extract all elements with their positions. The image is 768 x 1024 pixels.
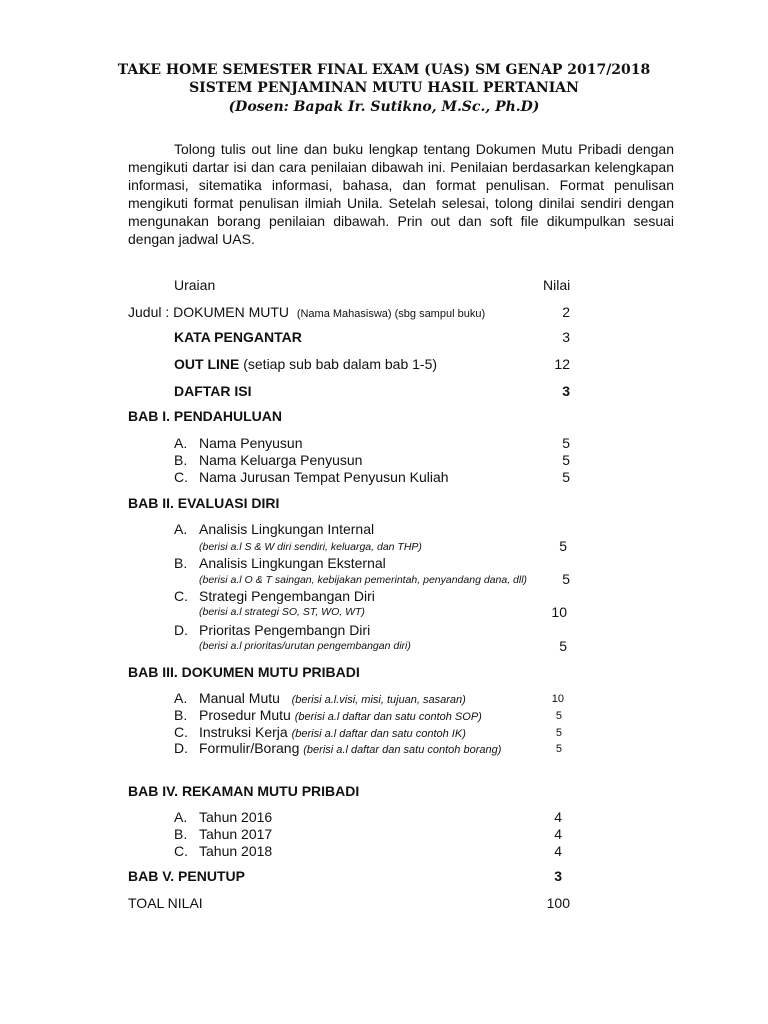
bab4-item-b xyxy=(174,826,272,843)
bab1-item-a-value: 5 xyxy=(562,435,570,451)
bab1-item-a-label: Nama Penyusun xyxy=(199,435,303,451)
outline-row xyxy=(174,356,437,373)
bab2-item-c-value: 10 xyxy=(551,604,567,620)
bab2-item-b-label: Analisis Lingkungan Eksternal xyxy=(199,555,386,571)
bab3-item-d-label: Formulir/Borang xyxy=(199,740,300,756)
bab2-item-b-note: (berisi a.l O & T saingan, kebijakan pemerintah, penyandang dana, dll) xyxy=(199,574,528,586)
bab2-item-b-value: 5 xyxy=(562,571,570,587)
bab1-item-b xyxy=(174,452,362,469)
instructions-paragraph: Tolong tulis out line dan buku lengkap tentang Dokumen Mutu Pribadi dengan mengikuti dartar isi dan cara penilaian dibawah ini. Penilaian berdasarkan kelengkapan informasi, sitematika informasi, bahasa, dan format penulisan. Format penulisan mengikuti format penulisan ilmiah Unila. Setelah selesai, tolong dinilai sendiri dengan mengunakan borang penilaian dibawah. Prin out dan soft file dikumpulkan sesuai dengan jadwal UAS. xyxy=(128,141,674,247)
bab1-title: BAB I. PENDAHULUAN xyxy=(128,408,282,424)
column-header-uraian: Uraian xyxy=(174,277,216,293)
bab1-item-b-value: 5 xyxy=(562,452,570,468)
judul-value: 2 xyxy=(562,304,570,320)
bab1-item-a-letter: A. xyxy=(174,435,188,451)
bab4-item-a-label: Tahun 2016 xyxy=(199,809,273,825)
bab3-item-b-note: (berisi a.l daftar dan satu contoh SOP) xyxy=(294,711,482,723)
bab4-item-b-letter: B. xyxy=(174,826,188,842)
bab3-item-d-note: (berisi a.l daftar dan satu contoh borang) xyxy=(303,744,502,756)
bab3-item-d-letter: D. xyxy=(174,740,188,756)
bab2-item-b-letter: B. xyxy=(174,555,188,571)
bab2-item-a-letter: A. xyxy=(174,521,188,537)
outline-label: OUT LINE xyxy=(174,356,240,372)
bab3-item-b-letter: B. xyxy=(174,707,188,723)
bab1-item-b-label: Nama Keluarga Penyusun xyxy=(199,452,363,468)
bab2-item-d-note: (berisi a.l prioritas/urutan pengembangan diri) xyxy=(199,640,411,652)
bab3-item-b-value: 5 xyxy=(555,710,562,722)
bab2-item-d-letter: D. xyxy=(174,622,188,638)
total-label: TOAL NILAI xyxy=(128,895,203,911)
bab2-item-a-label: Analisis Lingkungan Internal xyxy=(199,521,375,537)
kata-pengantar-value: 3 xyxy=(562,329,570,345)
exam-title: TAKE HOME SEMESTER FINAL EXAM (UAS) SM GENAP 2017/2018 xyxy=(117,62,651,78)
bab5-title: BAB V. PENUTUP xyxy=(128,868,245,884)
bab2-item-d-value: 5 xyxy=(559,638,567,654)
bab1-item-c-letter: C. xyxy=(174,469,188,485)
bab4-item-a-value: 4 xyxy=(554,809,562,825)
bab4-item-c-value: 4 xyxy=(554,843,562,859)
bab2-item-c xyxy=(174,588,375,605)
bab3-item-d xyxy=(174,740,501,759)
column-header-nilai: Nilai xyxy=(543,277,571,293)
bab2-item-c-letter: C. xyxy=(174,588,188,604)
bab3-item-a-label: Manual Mutu xyxy=(199,690,280,706)
bab2-item-a-note: (berisi a.l S & W diri sendiri, keluarga, dan THP) xyxy=(199,541,422,553)
bab3-item-a-letter: A. xyxy=(174,690,188,706)
total-value: 100 xyxy=(546,895,570,911)
bab2-item-d-label: Prioritas Pengembangn Diri xyxy=(199,622,371,638)
bab2-item-d xyxy=(174,622,370,639)
course-title: SISTEM PENJAMINAN MUTU HASIL PERTANIAN xyxy=(189,80,579,96)
bab3-item-a-note: (berisi a.l.visi, misi, tujuan, sasaran) xyxy=(291,694,466,706)
kata-pengantar-label: KATA PENGANTAR xyxy=(174,329,302,345)
bab3-item-a-value: 10 xyxy=(551,693,564,705)
bab4-item-a xyxy=(174,809,272,826)
lecturer-line: (Dosen: Bapak Ir. Sutikno, M.Sc., Ph.D) xyxy=(228,99,540,115)
judul-prefix: Judul : xyxy=(128,304,174,320)
bab4-item-b-value: 4 xyxy=(554,826,562,842)
bab3-item-c-value: 5 xyxy=(555,727,562,739)
bab2-item-c-label: Strategi Pengembangan Diri xyxy=(199,588,375,604)
bab1-item-b-letter: B. xyxy=(174,452,188,468)
bab2-item-c-note: (berisi a.l strategi SO, ST, WO, WT) xyxy=(199,606,365,618)
bab1-item-c-value: 5 xyxy=(562,469,570,485)
judul-main: DOKUMEN MUTU xyxy=(173,304,290,320)
bab3-title: BAB III. DOKUMEN MUTU PRIBADI xyxy=(128,664,360,680)
bab1-item-a xyxy=(174,435,303,452)
bab1-item-c xyxy=(174,469,449,486)
bab3-item-c-letter: C. xyxy=(174,724,188,740)
bab4-item-c-label: Tahun 2018 xyxy=(199,843,273,859)
daftar-isi-value: 3 xyxy=(562,383,570,399)
daftar-isi-label: DAFTAR ISI xyxy=(174,383,252,399)
bab2-item-a-value: 5 xyxy=(559,538,567,554)
bab3-item-d-value: 5 xyxy=(555,743,562,755)
bab5-value: 3 xyxy=(554,868,562,884)
bab4-title: BAB IV. REKAMAN MUTU PRIBADI xyxy=(128,783,360,799)
bab2-title: BAB II. EVALUASI DIRI xyxy=(128,495,280,511)
bab1-item-c-label: Nama Jurusan Tempat Penyusun Kuliah xyxy=(199,469,449,485)
bab4-item-b-label: Tahun 2017 xyxy=(199,826,273,842)
judul-row xyxy=(128,304,485,323)
bab4-item-c xyxy=(174,843,272,860)
bab3-item-c-label: Instruksi Kerja xyxy=(199,724,288,740)
judul-note: (Nama Mahasiswa) (sbg sampul buku) xyxy=(296,308,486,320)
bab2-item-b xyxy=(174,555,386,572)
bab3-item-b-label: Prosedur Mutu xyxy=(199,707,291,723)
outline-value: 12 xyxy=(554,356,570,372)
bab2-item-a xyxy=(174,521,374,538)
bab3-item-c-note: (berisi a.l daftar dan satu contoh IK) xyxy=(291,728,466,740)
bab4-item-a-letter: A. xyxy=(174,809,188,825)
bab4-item-c-letter: C. xyxy=(174,843,188,859)
outline-note: (setiap sub bab dalam bab 1-5) xyxy=(239,356,438,372)
